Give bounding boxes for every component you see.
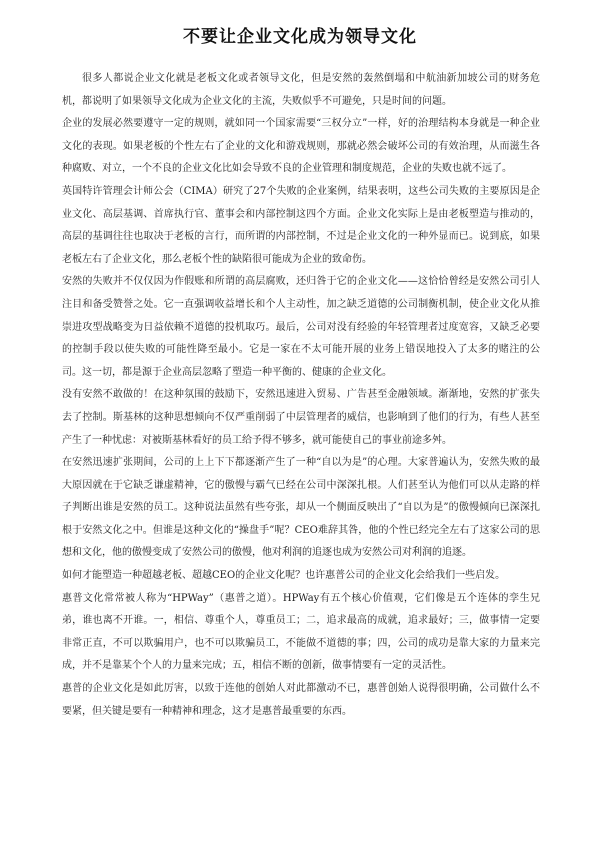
- paragraph: 英国特许管理会计师公会（CIMA）研究了27个失败的企业案例，结果表明，这些公司失败的主要原因是企业文化、高层基调、首席执行官、董事会和内部控制这四个方面。企业文化实际上是由老板塑造与推动的，高层的基调往往也取决于老板的言行，而所谓的内部控制，不过是企业文化的一种外显而已。说到底，如果老板左右了企业文化，那么老板个性的缺陷很可能成为企业的致命伤。: [62, 185, 540, 265]
- paragraph: 如何才能塑造一种超越老板、超越CEO的企业文化呢？也许惠普公司的企业文化会给我们一些启发。: [62, 570, 506, 582]
- paragraph: 没有安然不敢做的！在这种氛围的鼓励下，安然迅速进入贸易、广告甚至金融领域。渐渐地，安然的扩张失去了控制。斯基林的这种思想倾向不仅严重削弱了中层管理者的威信，也影响到了他们的行为，有些人甚至产生了一种忧虑：对被斯基林看好的员工给予得不够多，就可能使自己的事业前途多舛。: [62, 389, 540, 446]
- paragraph: 很多人都说企业文化就是老板文化或者领导文化，但是安然的轰然倒塌和中航油新加坡公司的财务危机，都说明了如果领导文化成为企业文化的主流，失败似乎不可避免，只是时间的问题。: [62, 73, 540, 107]
- paragraph: 惠普文化常常被人称为“HPWay”（惠普之道）。HPWay有五个核心价值观，它们像是五个连体的孪生兄弟，谁也离不开谁。一，相信、尊重个人，尊重员工；二，追求最高的成就，追求最好；三，做事情一定要非常正直，不可以欺骗用户，也不可以欺骗员工，不能做不道德的事；四，公司的成功是靠大家的力量来完成，并不是靠某个个人的力量来完成；五，相信不断的创新，做事情要有一定的灵活性。: [62, 592, 540, 672]
- paragraph: 安然的失败并不仅仅因为作假账和所谓的高层腐败，还归咎于它的企业文化——这恰恰曾经是安然公司引人注目和备受赞誉之处。它一直强调收益增长和个人主动性，加之缺乏道德的公司制衡机制，使企业文化从推崇进攻型战略变为日益依赖不道德的投机取巧。最后，公司对没有经验的年轻管理者过度宽容，又缺乏必要的控制手段以使失败的可能性降至最小。它是一家在不太可能开展的业务上错误地投入了太多的赌注的公司。这一切，都是源于企业高层忽略了塑造一种平衡的、健康的企业文化。: [62, 276, 540, 378]
- paragraph: 惠普的企业文化是如此厉害，以致于连他的创始人对此都激动不已，惠普创始人说得很明确，公司做什么不要紧，但关键是要有一种精神和理念，这才是惠普最重要的东西。: [62, 683, 540, 717]
- paragraph: 企业的发展必然要遵守一定的规则，就如同一个国家需要“三权分立”一样，好的治理结构本身就是一种企业文化的表现。如果老板的个性左右了企业的文化和游戏规则，那就必然会破坏公司的有效治理，从而滋生各种腐败、对立，一个不良的企业文化比如会导致不良的企业管理和制度规范，企业的失败也就不远了。: [62, 118, 540, 175]
- page-title: 不要让企业文化成为领导文化: [183, 27, 417, 47]
- article-body: [62, 68, 540, 723]
- paragraph: 在安然迅速扩张期间，公司的上上下下都逐渐产生了一种“自以为是”的心理。大家普遍认为，安然失败的最大原因就在于它缺乏谦虚精神，它的傲慢与霸气已经在公司中深深扎根。人们甚至认为他们可以从走路的样子判断出谁是安然的员工。这种说法虽然有些夸张，却从一个侧面反映出了“自以为是”的傲慢倾向已深深扎根于安然文化之中。但谁是这种文化的“操盘手”呢？CEO难辞其咎，他的个性已经完全左右了这家公司的思想和文化，他的傲慢变成了安然公司的傲慢，他对利润的追逐也成为安然公司对利润的追逐。: [62, 457, 540, 559]
